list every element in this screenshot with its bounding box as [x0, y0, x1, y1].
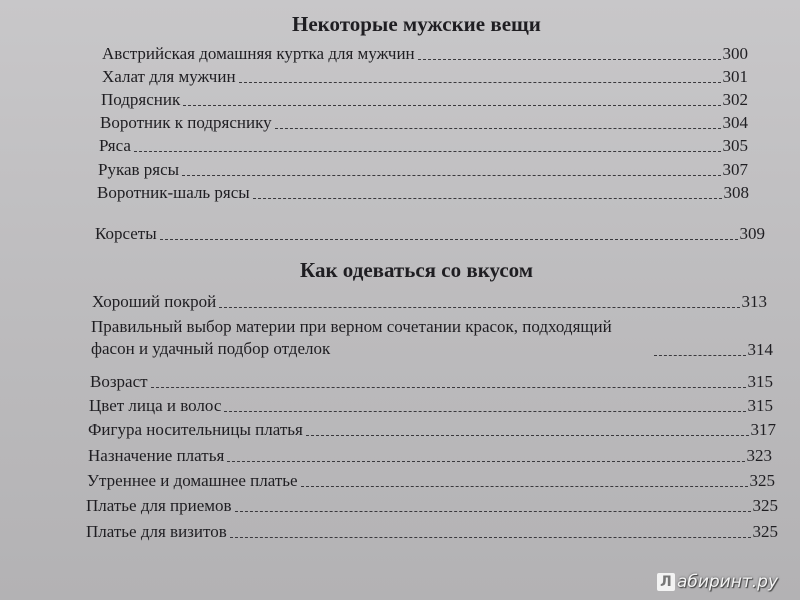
dot-leader: [418, 59, 721, 60]
toc-entry-label: Фигура носительницы платья: [88, 420, 303, 439]
toc-entry: [88, 446, 772, 466]
dot-leader: [230, 537, 751, 538]
dot-leader: [235, 511, 751, 512]
dot-leader: [160, 239, 738, 240]
toc-entry: [102, 44, 748, 64]
toc-entry: [86, 522, 778, 542]
toc-entry: [98, 160, 748, 180]
toc-entry-page: 317: [750, 420, 776, 439]
dot-leader: [227, 461, 744, 462]
dot-leader: [275, 128, 721, 129]
toc-entry-label: Цвет лица и волос: [89, 396, 222, 415]
toc-entry-label: Назначение платья: [88, 446, 225, 465]
toc-entry-page: 313: [741, 292, 767, 311]
section-title: Некоторые мужские вещи: [292, 12, 541, 36]
toc-entry: [90, 372, 773, 392]
toc-entry-page: 315: [747, 396, 773, 415]
toc-entry-page: 302: [722, 90, 748, 109]
toc-entry-page: 315: [747, 372, 773, 391]
dot-leader: [134, 151, 721, 152]
dot-leader: [306, 435, 749, 436]
toc-entry-label: Утреннее и домашнее платье: [87, 471, 298, 490]
labirint-logo-icon: Л: [657, 573, 675, 591]
toc-entry-label: Подрясник: [101, 90, 181, 109]
toc-entry-label: Ряса: [99, 136, 131, 155]
dot-leader: [151, 387, 746, 388]
toc-entry-label: Хороший покрой: [92, 292, 217, 311]
toc-entry: [87, 471, 775, 491]
toc-entry-label: Австрийская домашняя куртка для мужчин: [102, 44, 415, 63]
toc-entry-label: Рукав рясы: [98, 160, 180, 179]
toc-entry: [95, 224, 765, 244]
toc-entry-page: 309: [739, 224, 765, 243]
toc-entry-page: 314: [747, 340, 773, 359]
toc-entry-page: 325: [752, 496, 778, 515]
toc-entry-label: Платье для приемов: [86, 496, 232, 515]
toc-entry-page: 304: [722, 113, 748, 132]
toc-entry-label: Платье для визитов: [86, 522, 227, 541]
dot-leader: [239, 82, 721, 83]
toc-entry: [97, 183, 749, 203]
toc-entry-page: 308: [723, 183, 749, 202]
watermark-text: абиринт.ру: [676, 572, 778, 592]
dot-leader: [654, 355, 746, 356]
dot-leader: [224, 411, 745, 412]
dot-leader: [182, 175, 720, 176]
toc-entry: [99, 136, 748, 156]
dot-leader: [183, 105, 720, 106]
dot-leader: [301, 486, 748, 487]
toc-entry-label: Воротник к подряснику: [100, 113, 272, 132]
toc-entry-page: 323: [746, 446, 772, 465]
section-title: Как одеваться со вкусом: [300, 258, 534, 282]
toc-entry: [89, 396, 773, 416]
toc-entry: [86, 496, 778, 516]
toc-entry-page: 307: [722, 160, 748, 179]
toc-entry-label: Возраст: [90, 372, 148, 391]
labirint-watermark: [657, 572, 778, 592]
toc-entry: [88, 420, 776, 440]
dot-leader: [219, 307, 739, 308]
toc-entry: [91, 316, 773, 360]
toc-entry-label: Корсеты: [95, 224, 157, 243]
toc-entry: [102, 67, 748, 87]
toc-entry-page: 325: [749, 471, 775, 490]
toc-entry-page: 325: [752, 522, 778, 541]
toc-entry-page: 300: [722, 44, 748, 63]
toc-entry-label: Воротник-шаль рясы: [97, 183, 250, 202]
toc-entry-label: Правильный выбор материи при верном сочетании красок, подходящий фасон и удачный подбор отделок: [91, 317, 612, 358]
toc-entry: [100, 113, 748, 133]
toc-entry: [92, 292, 767, 312]
toc-entry-page: 305: [722, 136, 748, 155]
toc-entry-label: Халат для мужчин: [102, 67, 236, 86]
toc-entry-page: 301: [722, 67, 748, 86]
dot-leader: [253, 198, 722, 199]
toc-entry: [101, 90, 748, 110]
